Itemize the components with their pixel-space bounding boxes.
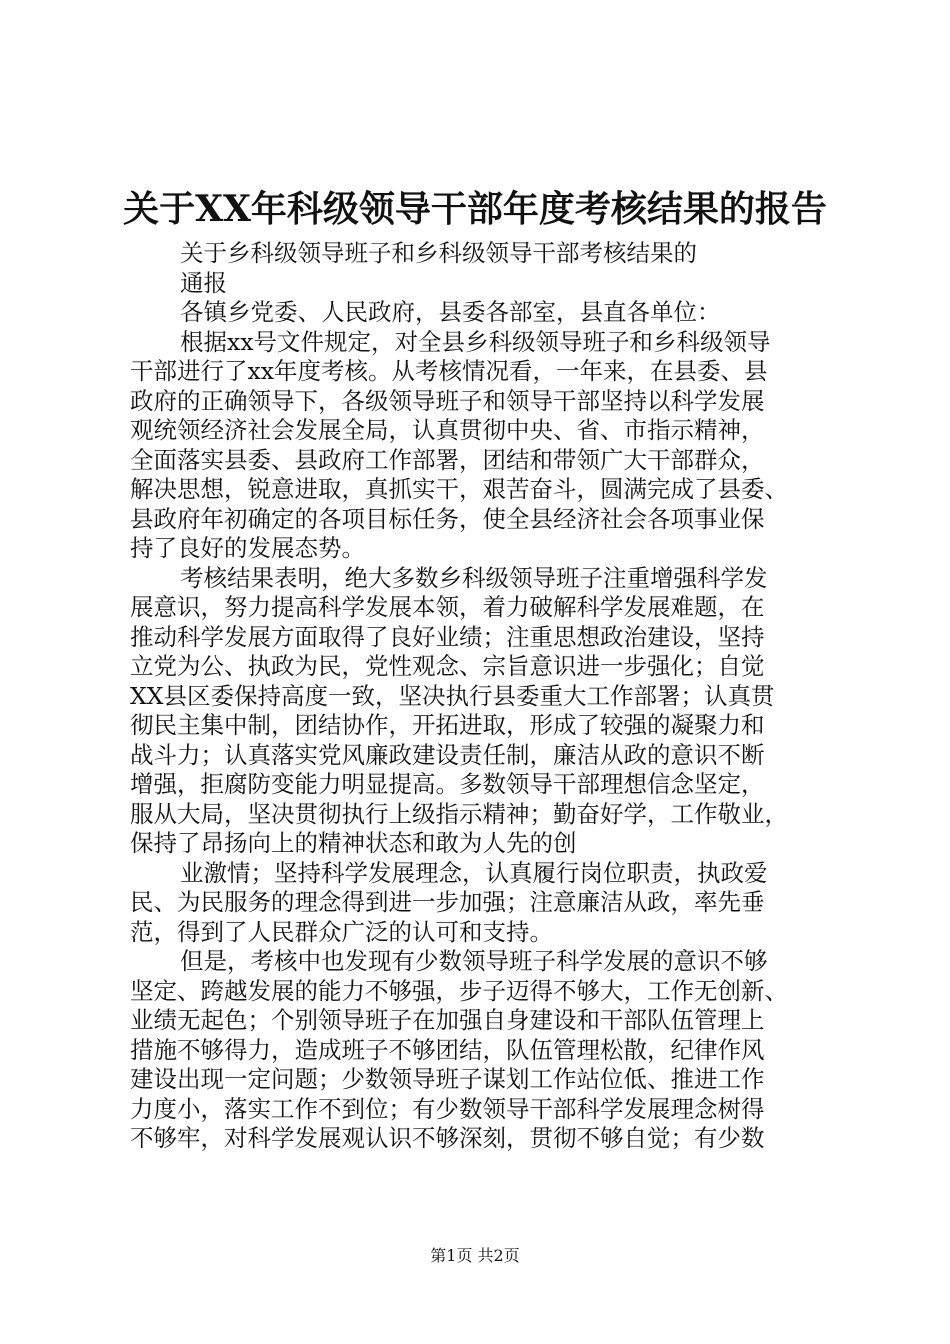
paragraph-line: 持了良好的发展态势。 xyxy=(130,534,365,562)
paragraph-line: 全面落实县委、县政府工作部署，团结和带领广大干部群众， xyxy=(130,445,765,474)
paragraph-line: 民、为民服务的理念得到进一步加强；注意廉洁从政，率先垂 xyxy=(130,888,765,916)
paragraph-line: 干部进行了xx年度考核。从考核情况看，一年来，在县委、县 xyxy=(130,357,768,385)
paragraph-line: 范，得到了人民群众广泛的认可和支持。 xyxy=(130,917,553,946)
paragraph-line: 坚定、跨越发展的能力不够强，步子迈得不够大，工作无创新、 xyxy=(130,976,788,1005)
paragraph-line: 力度小，落实工作不到位；有少数领导干部科学发展理念树得 xyxy=(130,1094,765,1123)
document-body xyxy=(130,239,834,1154)
page-footer: 第1页 共2页 xyxy=(430,1246,520,1265)
subtitle-line: 关于乡科级领导班子和乡科级领导干部考核结果的 xyxy=(180,239,697,267)
paragraph-line: 观统领经济社会发展全局，认真贯彻中央、省、市指示精神， xyxy=(130,416,765,444)
paragraph-line: 建设出现一定问题；少数领导班子谋划工作站位低、推进工作 xyxy=(130,1065,765,1093)
salutation-line: 各镇乡党委、人民政府，县委各部室，县直各单位： xyxy=(180,298,721,326)
paragraph-line: 措施不够得力，造成班子不够团结，队伍管理松散，纪律作风 xyxy=(130,1035,765,1064)
paragraph-line: 展意识，努力提高科学发展本领，着力破解科学发展难题，在 xyxy=(130,593,765,621)
paragraph-line: XX县区委保持高度一致，坚决执行县委重大工作部署；认真贯 xyxy=(130,681,775,710)
subtitle-line: 通报 xyxy=(180,268,227,297)
paragraph-line: 但是，考核中也发现有少数领导班子科学发展的意识不够 xyxy=(180,947,768,975)
paragraph-line: 彻民主集中制，团结协作，开拓进取，形成了较强的凝聚力和 xyxy=(130,711,765,739)
paragraph-line: 业激情；坚持科学发展理念，认真履行岗位职责，执政爱 xyxy=(180,858,768,887)
paragraph-line: 立党为公、执政为民，党性观念、宗旨意识进一步强化；自觉 xyxy=(130,652,765,680)
paragraph-line: 政府的正确领导下，各级领导班子和领导干部坚持以科学发展 xyxy=(130,386,765,415)
paragraph-line: 推动科学发展方面取得了良好业绩；注重思想政治建设，坚持 xyxy=(130,622,765,651)
document-title: 关于XX年科级领导干部年度考核结果的报告 xyxy=(123,188,827,230)
paragraph-line: 战斗力；认真落实党风廉政建设责任制，廉洁从政的意识不断 xyxy=(130,740,765,769)
paragraph-line: 服从大局，坚决贯彻执行上级指示精神；勤奋好学，工作敬业， xyxy=(130,799,788,828)
paragraph-line: 县政府年初确定的各项目标任务，使全县经济社会各项事业保 xyxy=(130,504,765,533)
paragraph-line: 不够牢，对科学发展观认识不够深刻，贯彻不够自觉；有少数 xyxy=(130,1124,765,1152)
paragraph-line: 保持了昂扬向上的精神状态和敢为人先的创 xyxy=(130,829,577,857)
paragraph-line: 增强，拒腐防变能力明显提高。多数领导干部理想信念坚定， xyxy=(130,770,765,798)
paragraph-line: 考核结果表明，绝大多数乡科级领导班子注重增强科学发 xyxy=(180,563,768,592)
paragraph-line: 根据xx号文件规定，对全县乡科级领导班子和乡科级领导 xyxy=(180,327,771,356)
paragraph-line: 解决思想，锐意进取，真抓实干，艰苦奋斗，圆满完成了县委、 xyxy=(130,475,788,503)
paragraph-line: 业绩无起色；个别领导班子在加强自身建设和干部队伍管理上 xyxy=(130,1006,765,1034)
